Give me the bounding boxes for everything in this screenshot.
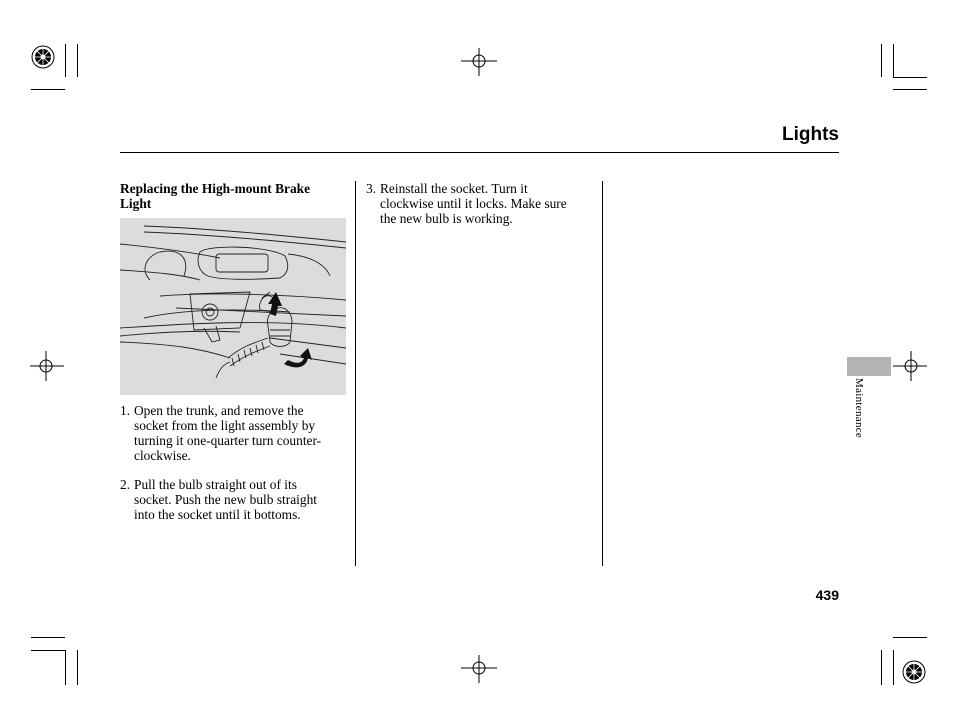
step-line: clockwise. xyxy=(134,448,191,463)
step-text xyxy=(134,477,317,522)
crosshair-icon xyxy=(461,655,497,683)
step-number: 1. xyxy=(120,403,131,418)
column-divider xyxy=(602,181,603,566)
title-rule xyxy=(120,152,839,153)
brake-light-figure xyxy=(120,218,346,395)
step-line: turning it one-quarter turn counter- xyxy=(134,433,322,448)
section-heading xyxy=(120,181,350,211)
step-line: clockwise until it locks. Make sure xyxy=(380,196,567,211)
section-tab xyxy=(847,357,891,376)
step-1 xyxy=(120,403,352,465)
step-line: into the socket until it bottoms. xyxy=(134,507,301,522)
step-line: Pull the bulb straight out of its xyxy=(134,477,297,492)
step-line: Reinstall the socket. Turn it xyxy=(380,181,528,196)
column-divider xyxy=(355,181,356,566)
section-tab-label: Maintenance xyxy=(853,378,865,439)
step-2 xyxy=(120,477,352,523)
step-number: 2. xyxy=(120,477,131,492)
registration-rosette-icon xyxy=(31,45,55,69)
step-line: Open the trunk, and remove the xyxy=(134,403,304,418)
section-heading-line: Replacing the High-mount Brake xyxy=(120,181,311,196)
step-3 xyxy=(366,181,598,227)
crosshair-icon xyxy=(461,48,497,76)
page-title: Lights xyxy=(782,124,839,145)
step-text xyxy=(380,181,567,226)
brake-light-socket-illustration xyxy=(120,218,346,395)
step-text xyxy=(134,403,321,463)
crosshair-icon xyxy=(30,351,64,381)
step-line: socket from the light assembly by xyxy=(134,418,316,433)
step-line: the new bulb is working. xyxy=(380,211,513,226)
step-number: 3. xyxy=(366,181,377,196)
crosshair-icon xyxy=(893,351,927,381)
registration-rosette-icon xyxy=(902,660,926,684)
section-heading-line: Light xyxy=(120,196,152,211)
page-number: 439 xyxy=(815,587,839,603)
step-line: socket. Push the new bulb straight xyxy=(134,492,317,507)
